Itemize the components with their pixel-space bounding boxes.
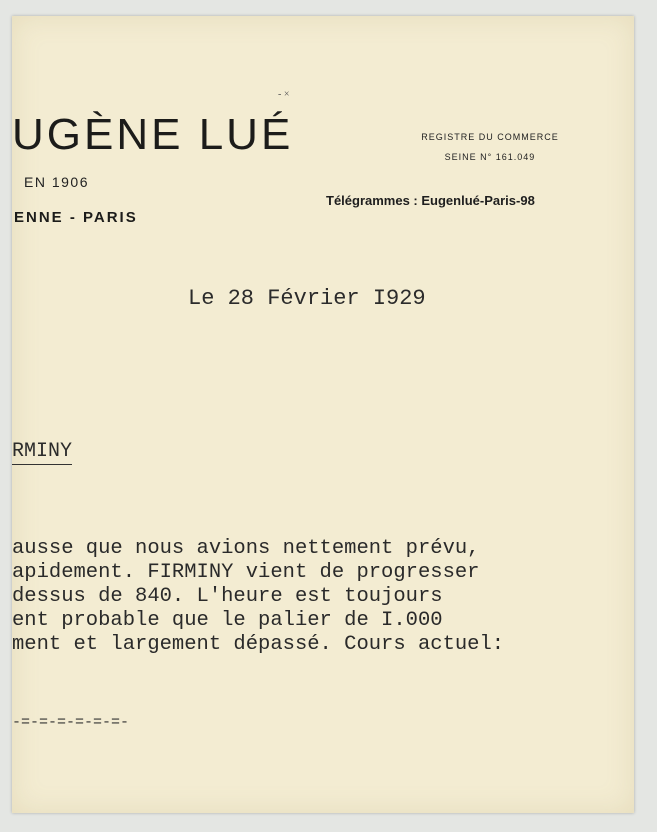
registre-line-2: SEINE N° 161.049 (444, 152, 536, 162)
body-line-3: dessus de 840. L'heure est toujours (12, 585, 443, 608)
company-address: ENNE - PARIS (14, 209, 138, 226)
body-line-4: ent probable que le palier de I.000 (12, 609, 443, 632)
founded-year: EN 1906 (24, 174, 89, 190)
letter-subject: RMINY (12, 440, 73, 463)
letter-date: Le 28 Février I929 (188, 286, 426, 311)
letter-body (12, 537, 504, 657)
registre-line-1: REGISTRE DU COMMERCE (421, 132, 559, 142)
ink-mark: - × (278, 89, 290, 100)
company-name: UGÈNE LUÉ (12, 110, 294, 159)
body-line-1: ausse que nous avions nettement prévu, (12, 537, 480, 560)
separator-line: -=-=-=-=-=-=- (12, 714, 130, 731)
body-line-2: apidement. FIRMINY vient de progresser (12, 561, 480, 584)
body-line-5: ment et largement dépassé. Cours actuel: (12, 633, 505, 656)
registre-du-commerce (394, 127, 586, 167)
letter-page (12, 16, 634, 813)
telegram-address: Télégrammes : Eugenlué-Paris-98 (326, 193, 535, 208)
